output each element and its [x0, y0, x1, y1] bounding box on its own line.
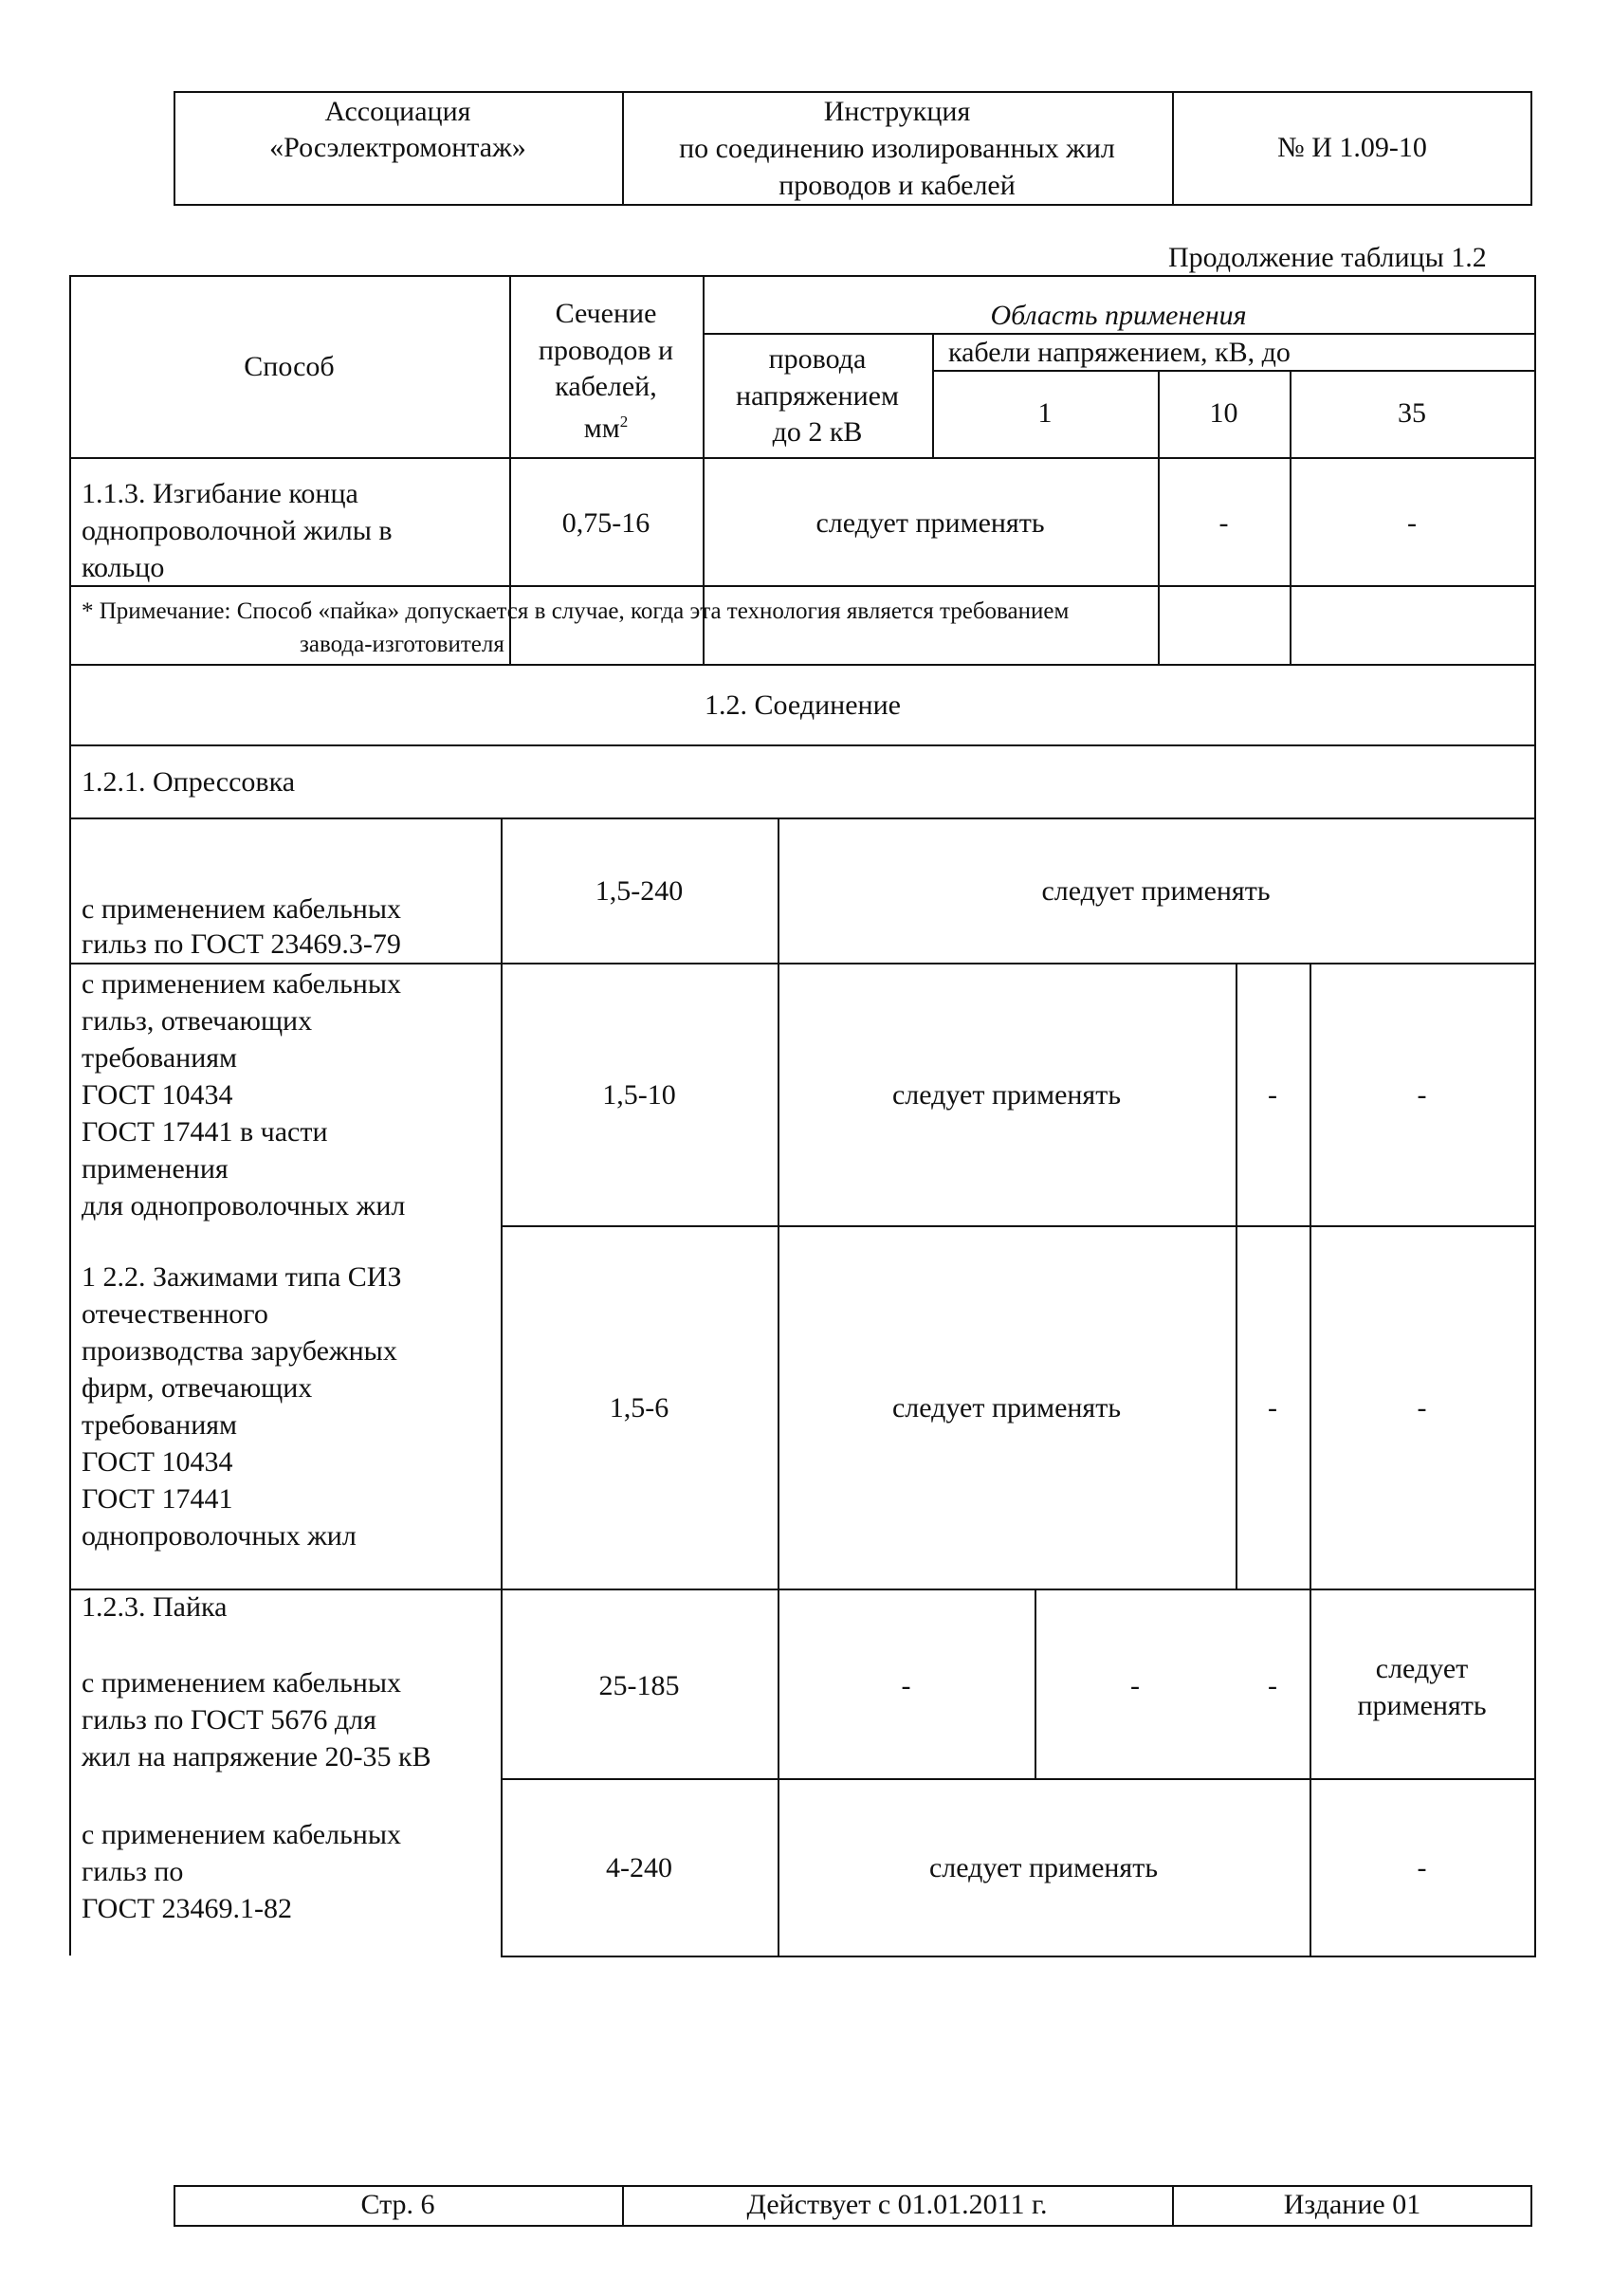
header-title-line3: проводов и кабелей — [779, 170, 1016, 201]
row-a-section: 1,5-240 — [595, 875, 684, 907]
row-113-apply: следует применять — [815, 507, 1045, 539]
note-line2: завода-изготовителя — [300, 632, 504, 657]
row-b-method-l3: требованиям — [82, 1042, 238, 1074]
col-header-method: Способ — [244, 351, 335, 382]
header-org-line1: Ассоциация — [324, 96, 471, 127]
row-113-dash-10: - — [1218, 507, 1229, 539]
row-a-method-l2: гильз по ГОСТ 23469.3-79 — [82, 928, 401, 960]
row-b-method-l5: ГОСТ 17441 в части — [82, 1116, 328, 1148]
col-header-wires-l1: провода — [768, 343, 867, 375]
section-12-title: 1.2. Соединение — [705, 689, 901, 721]
row-113-method-l1: 1.1.3. Изгибание конца — [82, 478, 358, 509]
row-b-section: 1,5-10 — [602, 1079, 676, 1111]
row-b-method-l2: гильз, отвечающих — [82, 1005, 313, 1037]
col-header-v1: 1 — [1037, 397, 1053, 429]
table-top-border — [69, 275, 1536, 277]
row-b-bottom — [501, 1225, 1536, 1227]
row-e-method-l1: с применением кабельных — [82, 1819, 401, 1850]
col-header-section-l1: Сечение — [555, 298, 657, 329]
row-c-apply: следует применять — [891, 1392, 1122, 1424]
row-a-method-l1: с применением кабельных — [82, 893, 401, 925]
footer-edition: Издание 01 — [1283, 2189, 1421, 2220]
row-e-method-l3: ГОСТ 23469.1-82 — [82, 1893, 292, 1924]
col-header-v35: 35 — [1398, 397, 1426, 429]
section-121-bottom — [69, 817, 1536, 819]
row-c-method-l3: производства зарубежных — [82, 1335, 397, 1367]
row-e-apply: следует применять — [928, 1852, 1159, 1883]
row-d-dash-10: - — [1268, 1670, 1277, 1701]
col-header-v10: 10 — [1209, 397, 1238, 429]
row-b-method-l7: для однопроволочных жил — [82, 1190, 406, 1221]
row-c-method-l4: фирм, отвечающих — [82, 1372, 313, 1404]
header-doc-number: № И 1.09-10 — [1277, 132, 1427, 163]
section-12-bottom — [69, 744, 1536, 746]
row-d-dash-wires: - — [901, 1670, 911, 1701]
table-left-border — [69, 275, 71, 1956]
low-col-method — [501, 817, 503, 1956]
row-c-bottom — [69, 1589, 1536, 1590]
row-e-bottom — [501, 1956, 1536, 1957]
note-bottom — [69, 664, 1536, 666]
row-113-section: 0,75-16 — [561, 507, 650, 539]
row-d-method-l1: с применением кабельных — [82, 1667, 401, 1699]
row-c-method-l6: ГОСТ 10434 — [82, 1446, 233, 1478]
row-d-bottom — [501, 1778, 1536, 1780]
row-b-method-l6: применения — [82, 1153, 229, 1185]
row-c-method-l5: требованиям — [82, 1409, 238, 1441]
row-d-dash-1: - — [1130, 1670, 1140, 1701]
header-title-line1: Инструкция — [823, 96, 971, 127]
low-col-section — [778, 817, 779, 1956]
section-unit: мм — [583, 413, 620, 444]
continuation-label: Продолжение таблицы 1.2 — [1168, 242, 1487, 273]
row-a-apply: следует применять — [1041, 875, 1271, 907]
row-d-method-l2: гильз по ГОСТ 5676 для — [82, 1704, 376, 1736]
row-b-dash-35: - — [1417, 1079, 1427, 1111]
col-header-cables: кабели напряжением, кВ, до — [948, 337, 1291, 368]
row-d-method-l3: жил на напряжение 20-35 кВ — [82, 1741, 431, 1773]
header-org-line2: «Росэлектромонтаж» — [269, 132, 526, 163]
footer-valid-from: Действует с 01.01.2011 г. — [746, 2189, 1048, 2220]
row-d-section: 25-185 — [598, 1670, 680, 1701]
row-b-method-l4: ГОСТ 10434 — [82, 1079, 233, 1111]
row-b-dash-10: - — [1268, 1079, 1277, 1111]
row-c-method-l1: 1 2.2. Зажимами типа СИЗ — [82, 1261, 402, 1293]
row-113-method-l3: кольцо — [82, 552, 165, 583]
table-right-border — [1534, 275, 1536, 1956]
col-header-section-l3: кабелей, — [555, 371, 657, 402]
row-c-dash-10: - — [1268, 1392, 1277, 1424]
row-c-method-l7: ГОСТ 17441 — [82, 1483, 233, 1515]
row-bc-col-10 — [1236, 963, 1237, 1589]
col-header-scope: Область применения — [990, 300, 1247, 331]
row-c-method-l2: отечественного — [82, 1298, 268, 1330]
row-c-dash-35: - — [1417, 1392, 1427, 1424]
row-e-section: 4-240 — [606, 1852, 672, 1883]
row-e-dash-35: - — [1417, 1852, 1427, 1883]
footer-page: Стр. 6 — [360, 2189, 435, 2220]
note-line1: * Примечание: Способ «пайка» допускается в случае, когда эта технология является требованием — [82, 598, 1070, 624]
row-c-section: 1,5-6 — [609, 1392, 669, 1424]
col-header-section-l4 — [509, 403, 703, 448]
row-b-apply: следует применять — [891, 1079, 1122, 1111]
row-d-apply35-l1: следует — [1375, 1653, 1469, 1684]
row-113-dash-35: - — [1407, 507, 1417, 539]
header-title-line2: по соединению изолированных жил — [679, 133, 1115, 164]
col-header-section-l2: проводов и — [538, 335, 674, 366]
row-b-method-l1: с применением кабельных — [82, 968, 401, 1000]
row-c-method-l8: однопроволочных жил — [82, 1520, 357, 1552]
header-bottom — [69, 457, 1536, 459]
col-header-wires-l2: напряжением — [736, 380, 899, 412]
section-121-title: 1.2.1. Опрессовка — [82, 766, 296, 798]
row-e-method-l2: гильз по — [82, 1856, 184, 1887]
row-d-apply35-l2: применять — [1357, 1690, 1487, 1721]
col-header-wires-l3: до 2 кВ — [772, 416, 863, 448]
section-unit-superscript: 2 — [619, 413, 629, 431]
row-d-title: 1.2.3. Пайка — [82, 1591, 228, 1623]
row-113-bottom — [69, 585, 1536, 587]
row-113-method-l2: однопроволочной жилы в — [82, 515, 393, 546]
